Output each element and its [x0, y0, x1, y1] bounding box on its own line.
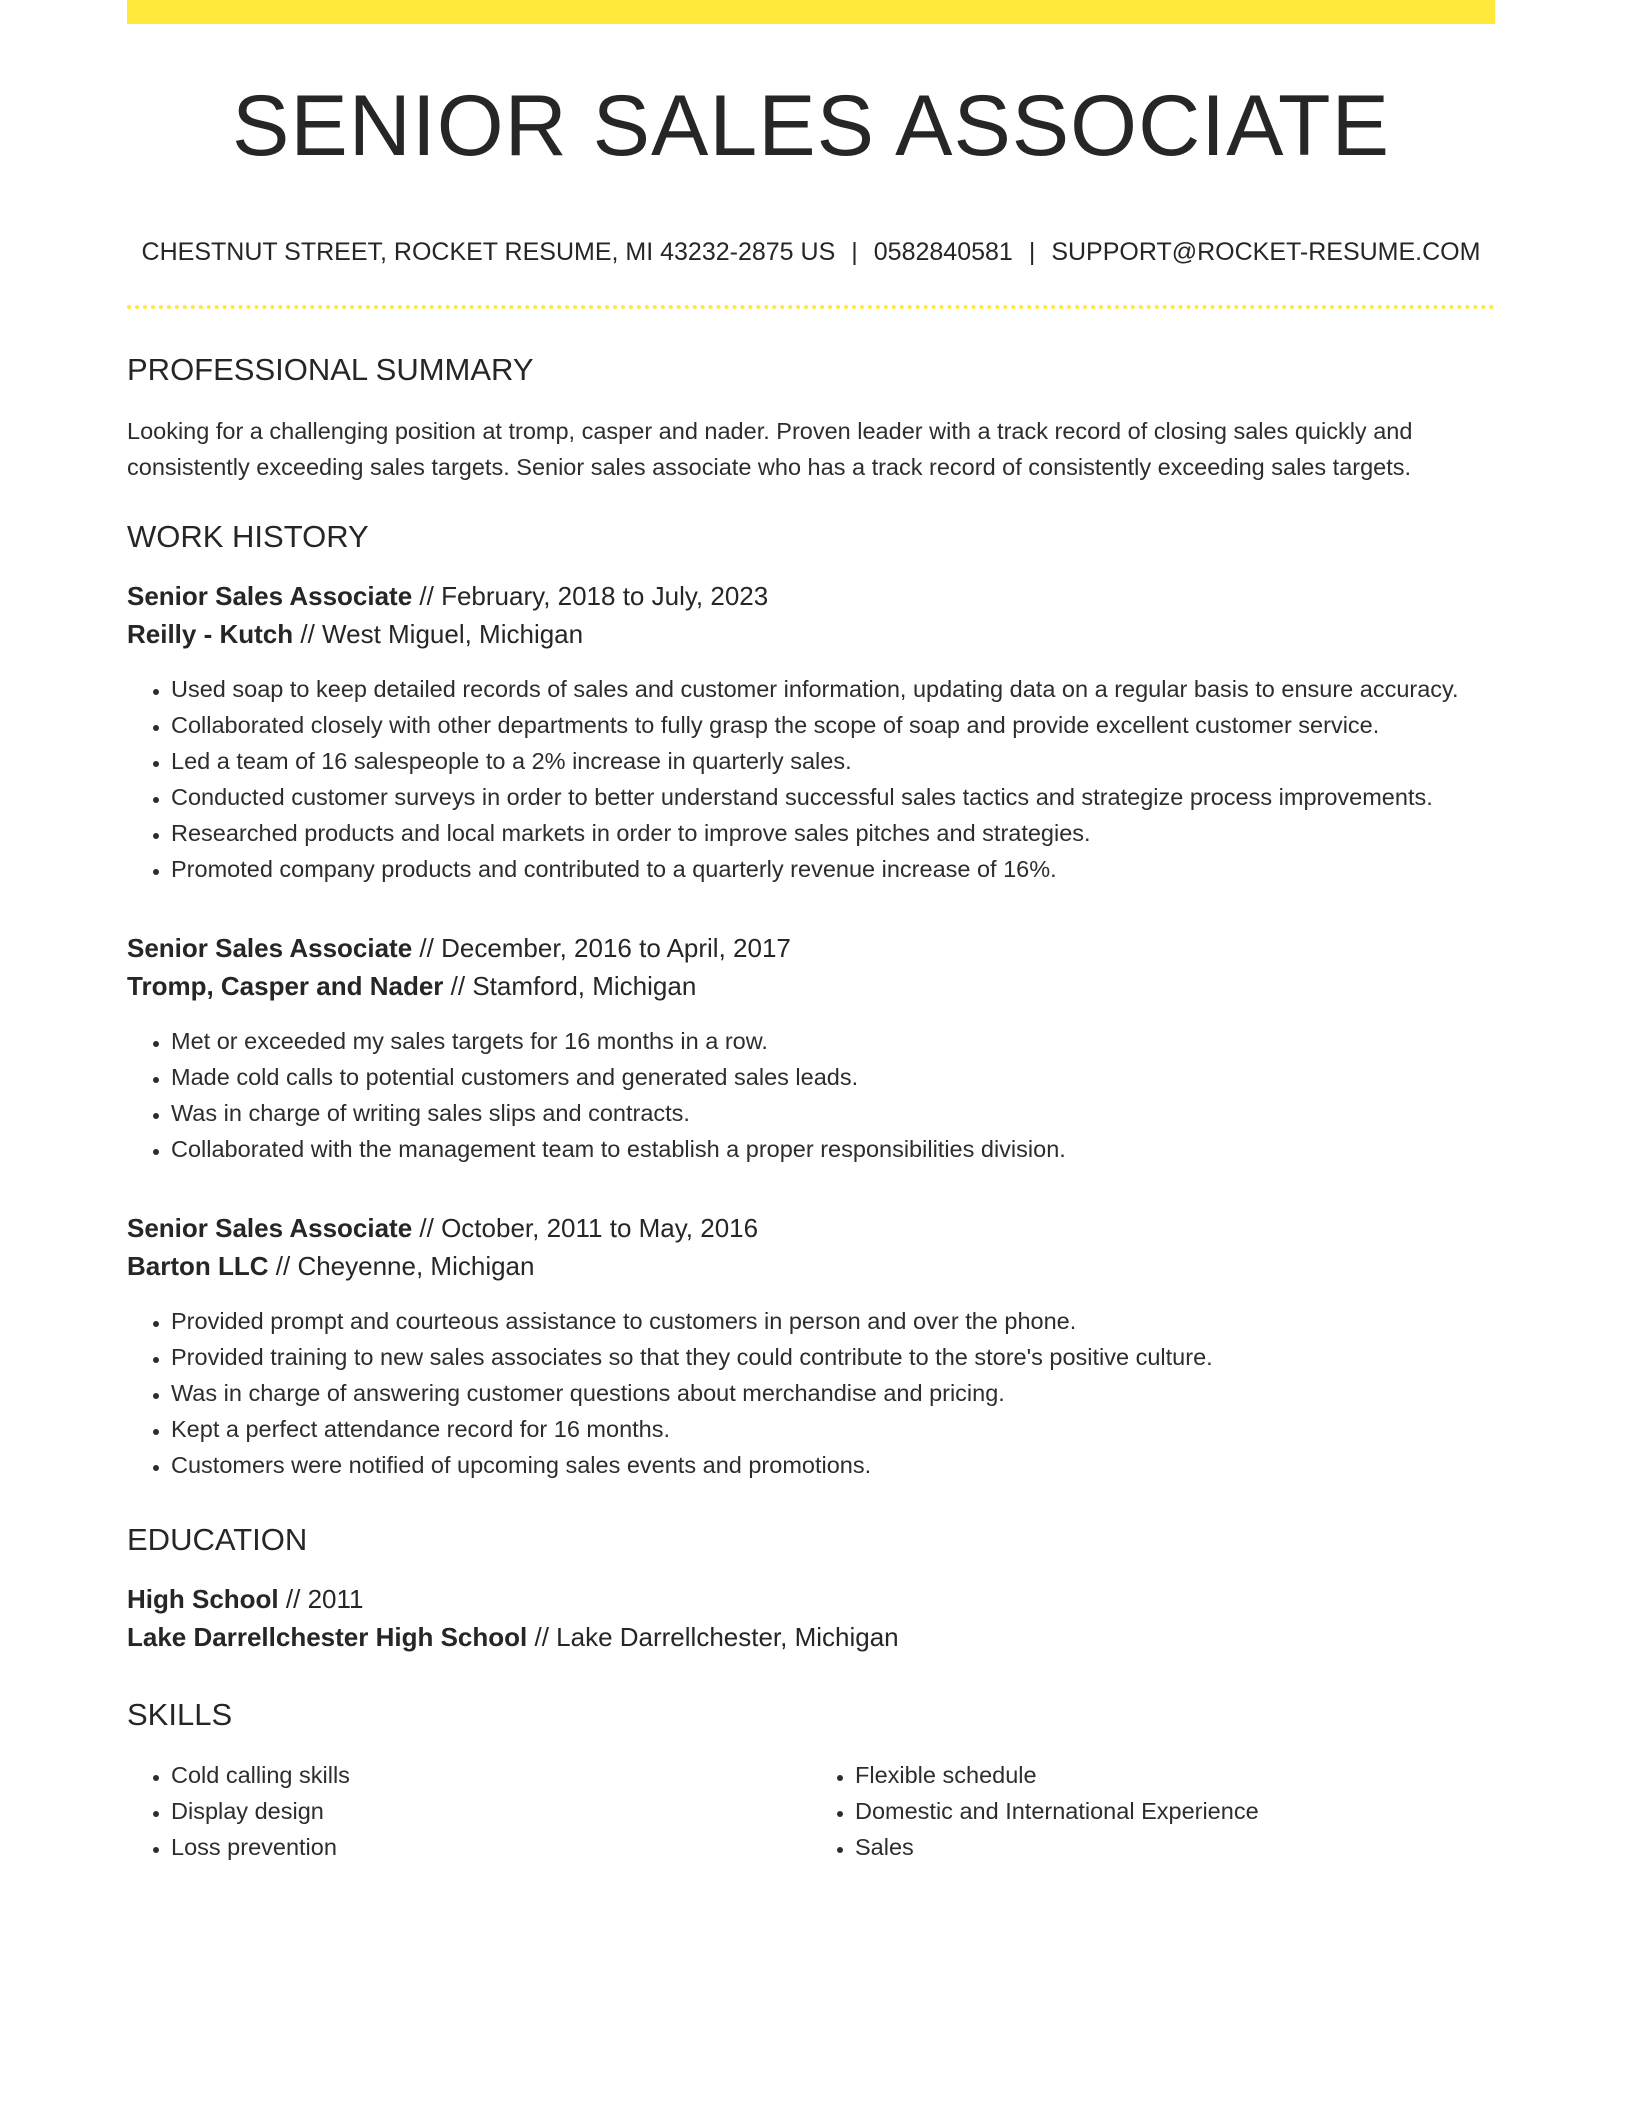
skill-item: • Display design: [171, 1793, 811, 1829]
list-item: • Was in charge of writing sales slips and contracts.: [171, 1095, 1495, 1131]
job-dates: // February, 2018 to July, 2023: [412, 580, 769, 611]
education-heading: EDUCATION: [127, 1521, 308, 1557]
job-company-line: [127, 1247, 1495, 1285]
skills-column-left: [127, 1757, 811, 1865]
skill-item: • Cold calling skills: [171, 1757, 811, 1793]
degree-line: [127, 1580, 1495, 1618]
education-entry: [127, 1580, 1495, 1656]
phone-number: 0582840581: [873, 237, 1013, 266]
accent-bar: [127, 0, 1495, 24]
school-location: // Lake Darrellchester, Michigan: [527, 1622, 899, 1653]
job-company: Tromp, Casper and Nader: [127, 970, 444, 1001]
summary-text: Looking for a challenging position at tromp, casper and nader. Proven leader with a track record of closing sales quickly and consistently exceeding sales targets. Senior sales associate who has a track record of consistently exceeding sales targets.: [127, 417, 1413, 480]
contact-separator: |: [851, 237, 858, 266]
job-company: Barton LLC: [127, 1250, 269, 1281]
list-item: • Promoted company products and contributed to a quarterly revenue increase of 16%.: [171, 851, 1495, 887]
skill-item: • Domestic and International Experience: [855, 1793, 1495, 1829]
list-item: • Used soap to keep detailed records of sales and customer information, updating data on a regular basis to ensure accuracy.: [171, 671, 1495, 707]
address: CHESTNUT STREET, ROCKET RESUME, MI 43232-2875 US: [141, 237, 836, 266]
resume-title: SENIOR SALES ASSOCIATE: [232, 78, 1390, 174]
degree: High School: [127, 1584, 279, 1615]
list-item: • Conducted customer surveys in order to better understand successful sales tactics and strategize process improvements.: [171, 779, 1495, 815]
job-title: Senior Sales Associate: [127, 1212, 413, 1243]
summary-heading: PROFESSIONAL SUMMARY: [127, 351, 534, 387]
skill-item: • Flexible schedule: [855, 1757, 1495, 1793]
job-title: Senior Sales Associate: [127, 580, 413, 611]
contact-separator: |: [1028, 237, 1036, 266]
contact-line: [127, 238, 1495, 267]
school-name: Lake Darrellchester High School: [127, 1622, 528, 1653]
skills-column-right: [811, 1757, 1495, 1865]
job-title-line: [127, 1209, 1495, 1247]
job-dates: // October, 2011 to May, 2016: [412, 1212, 759, 1243]
job-dates: // December, 2016 to April, 2017: [412, 932, 791, 963]
dotted-divider: [127, 305, 1495, 309]
list-item: • Collaborated closely with other departments to fully grasp the scope of soap and provide excellent customer service.: [171, 707, 1495, 743]
job-location: // West Miguel, Michigan: [293, 618, 584, 649]
job-location: // Cheyenne, Michigan: [268, 1250, 535, 1281]
list-item: • Provided training to new sales associates so that they could contribute to the store's positive culture.: [171, 1339, 1495, 1375]
list-item: • Researched products and local markets in order to improve sales pitches and strategies.: [171, 815, 1495, 851]
work-history-heading: WORK HISTORY: [127, 518, 369, 554]
job-entry: [127, 1209, 1495, 1483]
list-item: • Customers were notified of upcoming sales events and promotions.: [171, 1447, 1495, 1483]
skill-item: • Sales: [855, 1829, 1495, 1865]
skills-grid: [127, 1757, 1495, 1865]
job-title-line: [127, 929, 1495, 967]
skill-item: • Loss prevention: [171, 1829, 811, 1865]
job-company-line: [127, 967, 1495, 1005]
job-entry: [127, 577, 1495, 887]
job-title-line: [127, 577, 1495, 615]
graduation-year: // 2011: [278, 1584, 364, 1615]
list-item: • Met or exceeded my sales targets for 16 months in a row.: [171, 1023, 1495, 1059]
list-item: • Kept a perfect attendance record for 16 months.: [171, 1411, 1495, 1447]
job-bullets: [127, 671, 1495, 887]
job-entry: [127, 929, 1495, 1167]
job-bullets: [127, 1303, 1495, 1483]
list-item: • Collaborated with the management team to establish a proper responsibilities division.: [171, 1131, 1495, 1167]
school-line: [127, 1618, 1495, 1656]
list-item: • Provided prompt and courteous assistance to customers in person and over the phone.: [171, 1303, 1495, 1339]
job-company-line: [127, 615, 1495, 653]
job-title: Senior Sales Associate: [127, 932, 413, 963]
list-item: • Was in charge of answering customer questions about merchandise and pricing.: [171, 1375, 1495, 1411]
job-company: Reilly - Kutch: [127, 618, 294, 649]
resume-page: [127, 0, 1495, 1865]
job-bullets: [127, 1023, 1495, 1167]
skills-heading: SKILLS: [127, 1697, 233, 1733]
email-address: SUPPORT@ROCKET-RESUME.COM: [1051, 237, 1481, 266]
list-item: • Made cold calls to potential customers and generated sales leads.: [171, 1059, 1495, 1095]
job-location: // Stamford, Michigan: [443, 970, 697, 1001]
list-item: • Led a team of 16 salespeople to a 2% increase in quarterly sales.: [171, 743, 1495, 779]
